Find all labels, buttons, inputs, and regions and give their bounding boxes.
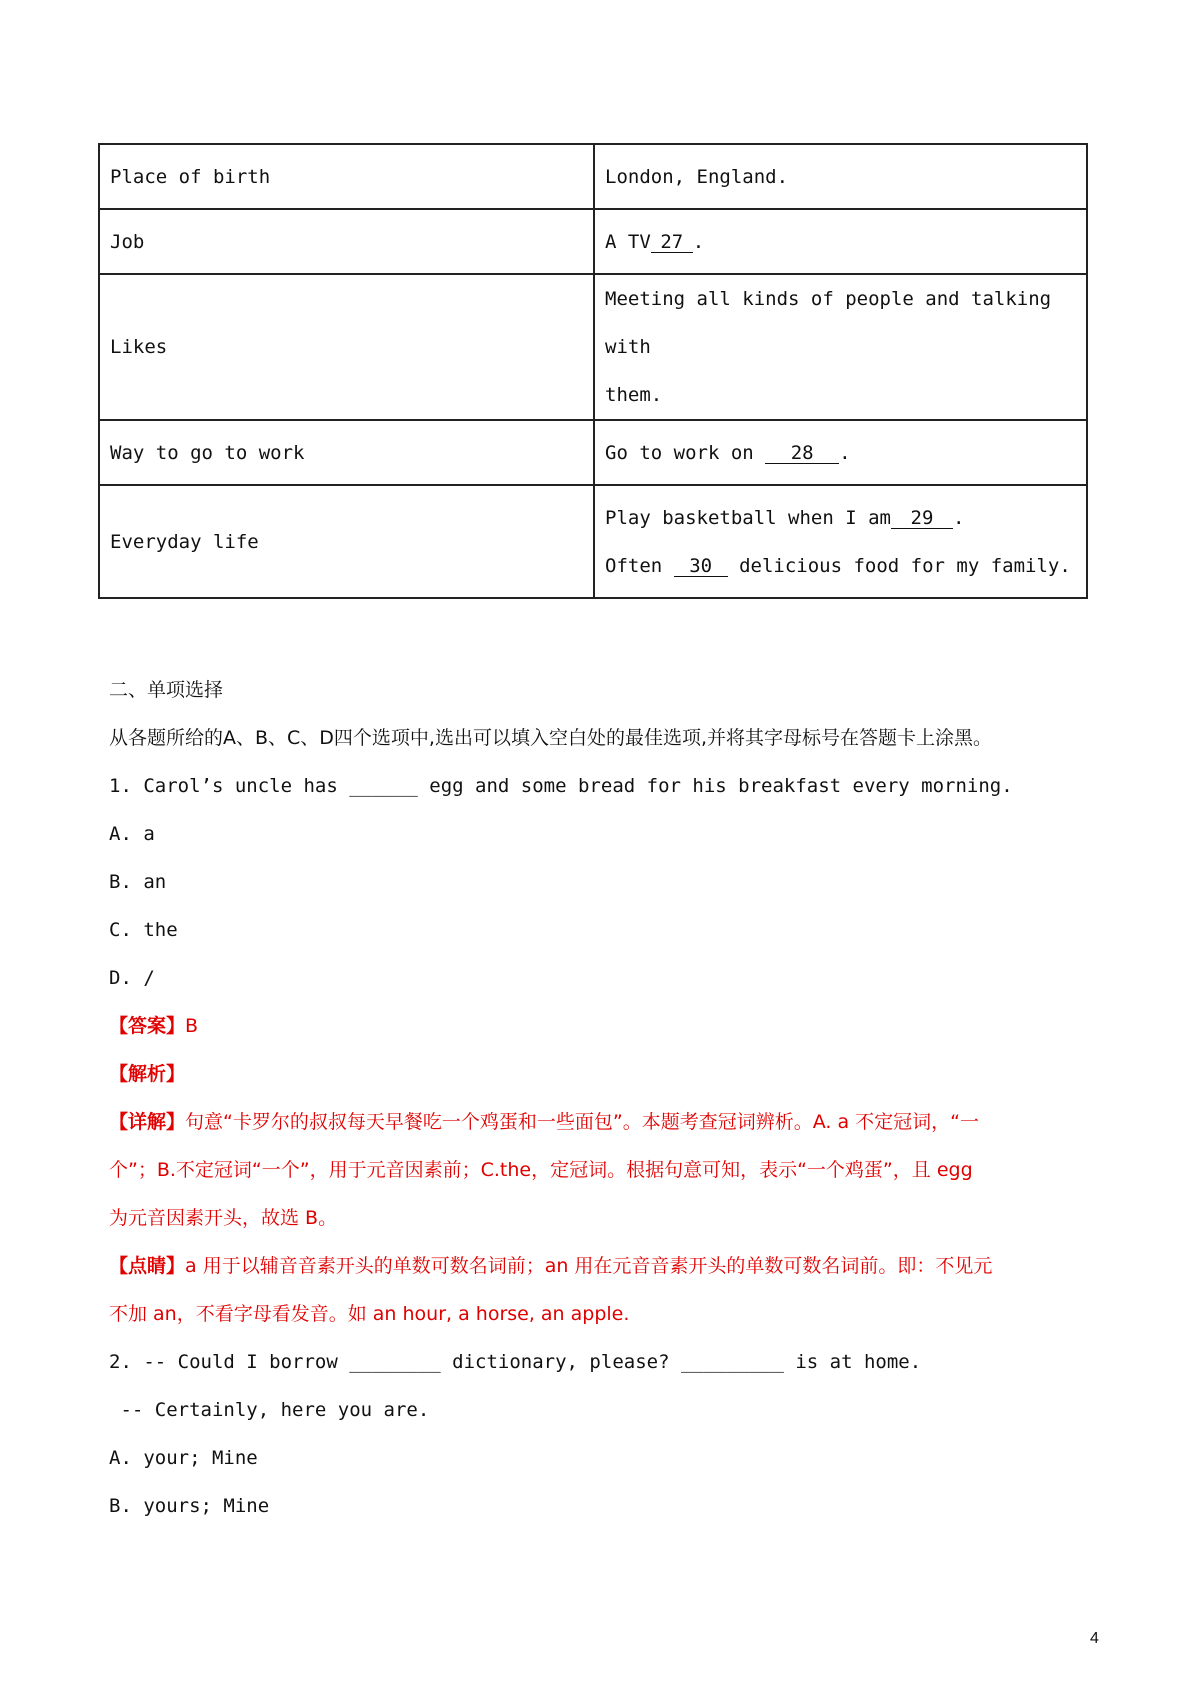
value-text: Go to work on	[605, 441, 766, 464]
detail-line	[109, 1108, 979, 1136]
answer-tag: 【答案】	[109, 1015, 186, 1037]
blank-27: 27	[651, 232, 693, 253]
option-c: C. the	[109, 919, 178, 941]
blank-28: 28	[765, 443, 839, 464]
tip-line	[109, 1252, 992, 1280]
row-value	[594, 420, 1087, 485]
question-2-stem: 2. -- Could I borrow ________ dictionary, please? _________ is at home.	[109, 1351, 922, 1373]
row-label: Everyday life	[99, 485, 594, 598]
question-1-stem: 1. Carol’s uncle has ______ egg and some bread for his breakfast every morning.	[109, 775, 1013, 797]
detail-text: 句意“卡罗尔的叔叔每天早餐吃一个鸡蛋和一些面包”。本题考查冠词辨析。A. a 不定冠词，“一	[185, 1111, 979, 1133]
table-row	[99, 274, 1087, 420]
detail-text: 为元音因素开头，故选 B。	[109, 1207, 338, 1229]
row-value: London, England.	[594, 144, 1087, 209]
row-label: Way to go to work	[99, 420, 594, 485]
detail-tag: 【详解】	[109, 1111, 186, 1133]
table-row	[99, 420, 1087, 485]
question-2-reply: -- Certainly, here you are.	[109, 1399, 430, 1421]
row-label: Place of birth	[99, 144, 594, 209]
value-text: Play basketball when I am	[605, 506, 891, 529]
table-row	[99, 485, 1087, 598]
section-heading: 二、单项选择	[109, 679, 224, 701]
value-line: them.	[605, 384, 663, 406]
value-text: delicious food for my family.	[727, 554, 1071, 577]
tip-text: a 用于以辅音音素开头的单数可数名词前；an 用在元音音素开头的单数可数名词前。即：不见元	[185, 1255, 993, 1277]
answer-value: B	[185, 1015, 199, 1037]
row-label: Job	[99, 209, 594, 274]
personal-info-table	[98, 143, 1088, 599]
detail-text: 个”；B.不定冠词“一个”，用于元音因素前；C.the，定冠词。根据句意可知，表示“一个鸡蛋”，且 egg	[109, 1159, 973, 1181]
section-instruction: 从各题所给的A、B、C、D四个选项中,选出可以填入空白处的最佳选项,并将其字母标号在答题卡上涂黑。	[109, 727, 993, 749]
row-value	[594, 485, 1087, 598]
analysis-tag: 【解析】	[109, 1063, 186, 1085]
option-b: B. yours; Mine	[109, 1495, 270, 1517]
table-row	[99, 144, 1087, 209]
option-d: D. /	[109, 967, 155, 989]
option-b: B. an	[109, 871, 167, 893]
answer-line	[109, 1012, 198, 1040]
row-value	[594, 209, 1087, 274]
tip-text: 不加 an，不看字母看发音。如 an hour, a horse, an apple.	[109, 1303, 630, 1325]
value-text: Often	[605, 554, 674, 577]
row-value	[594, 274, 1087, 420]
option-a: A. your; Mine	[109, 1447, 258, 1469]
blank-30: 30	[674, 556, 728, 577]
value-text: .	[692, 230, 705, 253]
value-text: .	[952, 506, 965, 529]
table-row	[99, 209, 1087, 274]
row-label: Likes	[99, 274, 594, 420]
value-line: Meeting all kinds of people and talking with	[605, 288, 1052, 358]
value-text: .	[839, 441, 851, 464]
tip-tag: 【点睛】	[109, 1255, 186, 1277]
option-a: A. a	[109, 823, 155, 845]
value-line	[605, 494, 1076, 542]
blank-29: 29	[891, 508, 953, 529]
value-line	[605, 542, 1076, 590]
page-number: 4	[1090, 1630, 1099, 1647]
value-text: A TV	[605, 230, 651, 253]
